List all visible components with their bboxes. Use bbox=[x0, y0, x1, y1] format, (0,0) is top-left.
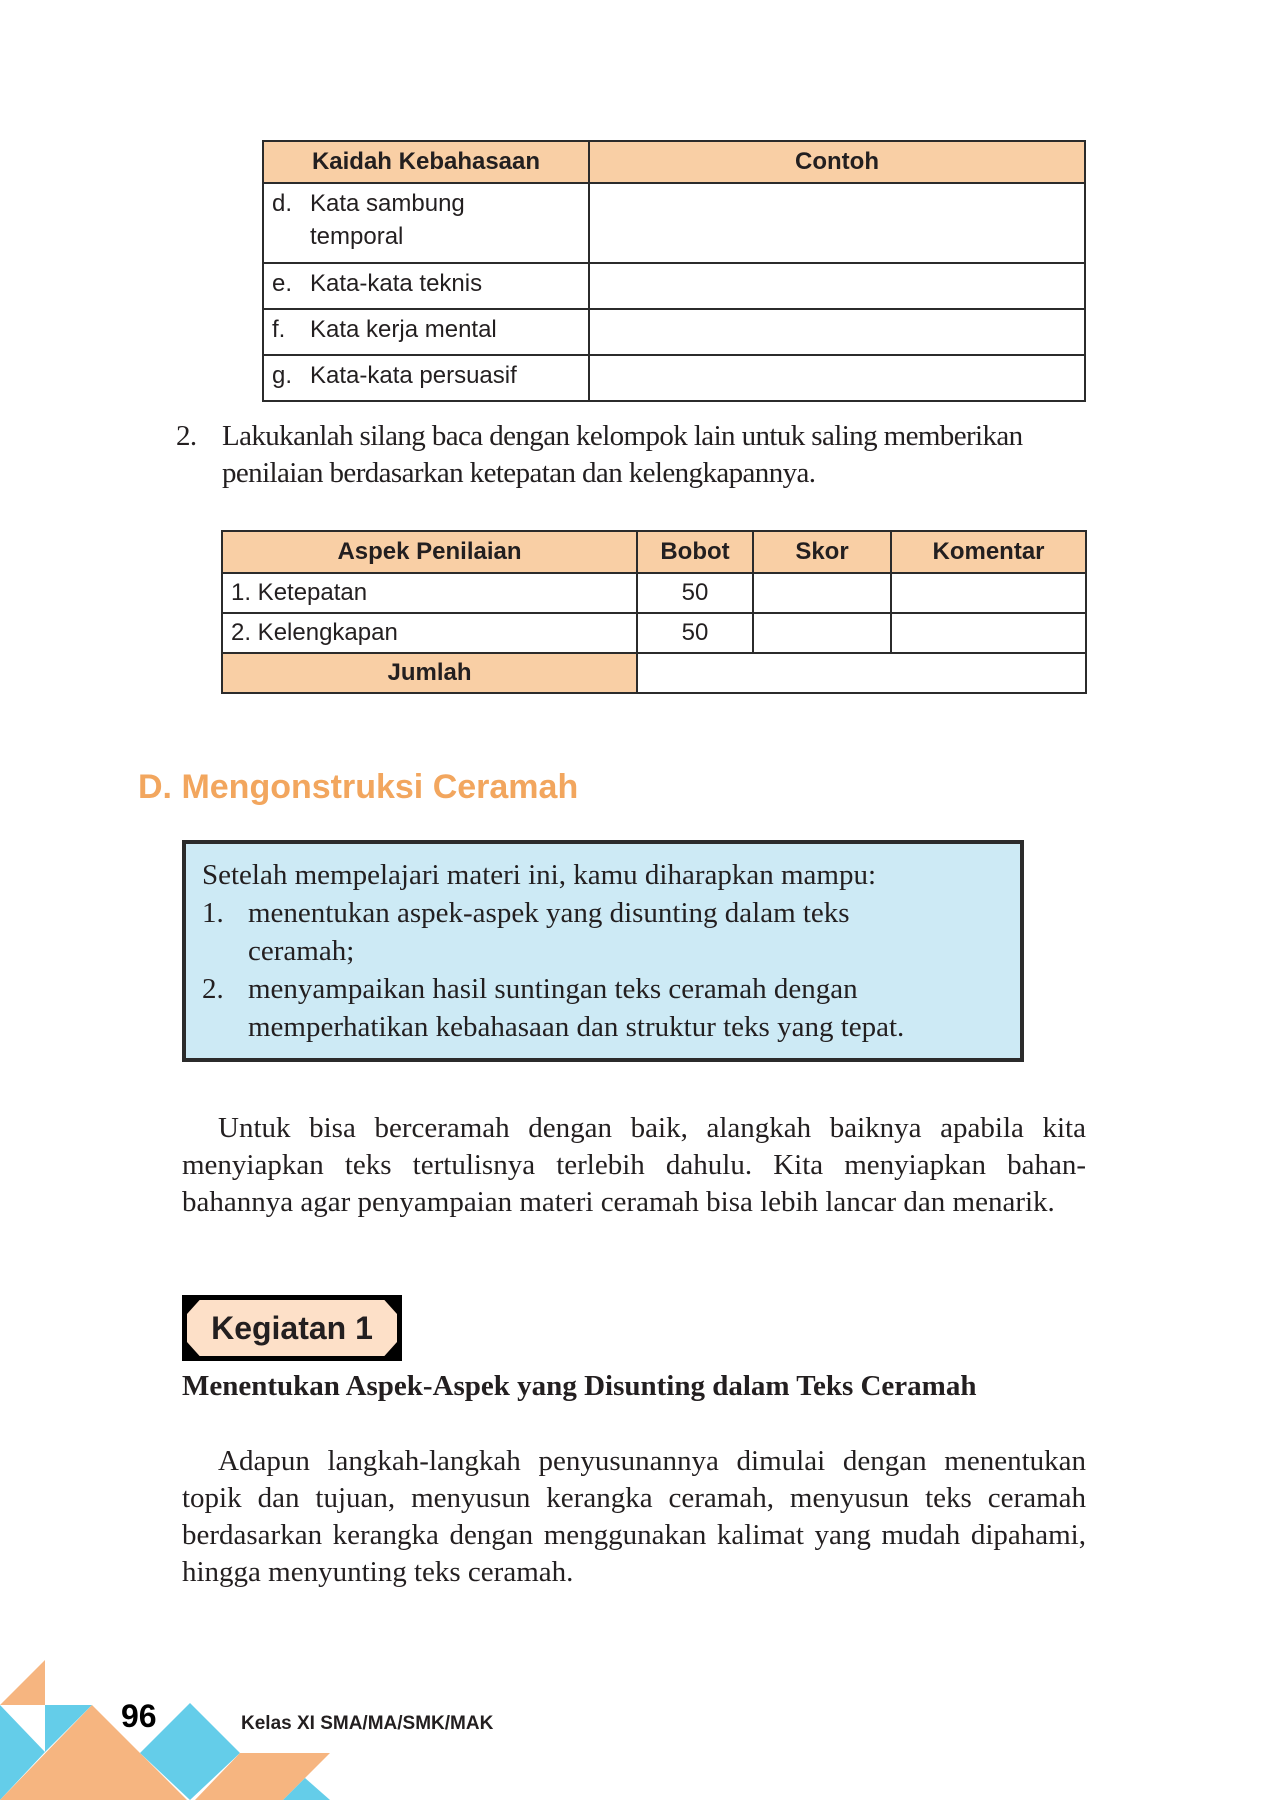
table-header-row bbox=[263, 141, 1085, 183]
instruction-text bbox=[222, 418, 1088, 492]
activity-badge-label: Kegiatan 1 bbox=[211, 1309, 373, 1346]
table-row bbox=[263, 309, 1085, 355]
kaidah-cell bbox=[263, 355, 589, 401]
table-row bbox=[263, 355, 1085, 401]
activity-badge bbox=[182, 1295, 402, 1361]
goal-text-cont: memperhatikan kebahasaan dan struktur teks yang tepat. bbox=[248, 1011, 905, 1043]
page-number: 96 bbox=[121, 1698, 157, 1734]
contoh-cell[interactable] bbox=[589, 183, 1085, 263]
table-row bbox=[222, 573, 1086, 613]
table-row bbox=[263, 183, 1085, 263]
instruction-line: Lakukanlah silang baca dengan kelompok lain untuk saling memberikan bbox=[222, 420, 1023, 452]
jumlah-label: Jumlah bbox=[222, 653, 637, 693]
kaidah-label: Kata-kata teknis bbox=[310, 270, 483, 297]
header-contoh: Contoh bbox=[589, 141, 1085, 183]
kaidah-cell bbox=[263, 183, 589, 263]
goal-item bbox=[202, 894, 1004, 970]
table-header-row bbox=[222, 531, 1086, 573]
komentar-cell[interactable] bbox=[891, 613, 1086, 653]
header-aspek: Aspek Penilaian bbox=[222, 531, 637, 573]
table-row bbox=[263, 263, 1085, 309]
activity-subtitle: Menentukan Aspek-Aspek yang Disunting dalam Teks Ceramah bbox=[182, 1370, 977, 1402]
kaidah-cell bbox=[263, 309, 589, 355]
table-row bbox=[222, 613, 1086, 653]
penilaian-table bbox=[221, 530, 1087, 694]
goal-item bbox=[202, 970, 1004, 1046]
item-marker: d. bbox=[272, 190, 293, 217]
header-komentar: Komentar bbox=[891, 531, 1086, 573]
kaidah-label: Kata-kata persuasif bbox=[310, 362, 517, 389]
contoh-cell[interactable] bbox=[589, 263, 1085, 309]
section-heading: D. Mengonstruksi Ceramah bbox=[138, 768, 579, 806]
kaidah-cell bbox=[263, 263, 589, 309]
goal-text: menentukan aspek-aspek yang disunting dalam teks bbox=[248, 897, 850, 929]
goal-text: menyampaikan hasil suntingan teks ceramah dengan bbox=[248, 973, 858, 1005]
kaidah-label: Kata sambung bbox=[310, 190, 465, 217]
skor-cell[interactable] bbox=[753, 613, 891, 653]
kaidah-label: Kata kerja mental bbox=[310, 316, 497, 343]
kaidah-kebahasaan-table bbox=[262, 140, 1086, 402]
table-total-row bbox=[222, 653, 1086, 693]
contoh-cell[interactable] bbox=[589, 355, 1085, 401]
header-bobot: Bobot bbox=[637, 531, 753, 573]
footer-book-label: Kelas XI SMA/MA/SMK/MAK bbox=[241, 1713, 494, 1734]
learning-goals-box bbox=[182, 840, 1024, 1062]
goal-number: 1. bbox=[202, 897, 224, 929]
contoh-cell[interactable] bbox=[589, 309, 1085, 355]
header-kaidah: Kaidah Kebahasaan bbox=[263, 141, 589, 183]
intro-paragraph: Untuk bisa berceramah dengan baik, alangkah baiknya apabila kita menyiapkan teks tertulisnya terlebih dahulu. Kita menyiapkan bahan-bahannya agar penyampaian materi ceramah bisa lebih lancar dan menarik. bbox=[182, 1112, 1086, 1218]
instruction-line: penilaian berdasarkan ketepatan dan kelengkapannya. bbox=[222, 457, 816, 489]
skor-cell[interactable] bbox=[753, 573, 891, 613]
goal-number: 2. bbox=[202, 973, 224, 1005]
item-marker: g. bbox=[272, 362, 293, 389]
bobot-cell: 50 bbox=[637, 573, 753, 613]
jumlah-value[interactable] bbox=[637, 653, 1086, 693]
instruction-number: 2. bbox=[176, 420, 197, 452]
kaidah-label-cont: temporal bbox=[310, 223, 404, 250]
item-marker: e. bbox=[272, 270, 293, 297]
aspek-cell: 2. Kelengkapan bbox=[222, 613, 637, 653]
item-marker: f. bbox=[272, 316, 286, 343]
komentar-cell[interactable] bbox=[891, 573, 1086, 613]
goal-text-cont: ceramah; bbox=[248, 935, 355, 967]
activity-paragraph: Adapun langkah-langkah penyusunannya dimulai dengan menentukan topik dan tujuan, menyusun kerangka ceramah, menyusun teks ceramah berdasarkan kerangka dengan menggunakan kalimat yang mudah dipahami, hingga menyunting teks ceramah. bbox=[182, 1445, 1086, 1588]
header-skor: Skor bbox=[753, 531, 891, 573]
bobot-cell: 50 bbox=[637, 613, 753, 653]
goals-intro: Setelah mempelajari materi ini, kamu diharapkan mampu: bbox=[202, 859, 877, 891]
aspek-cell: 1. Ketepatan bbox=[222, 573, 637, 613]
